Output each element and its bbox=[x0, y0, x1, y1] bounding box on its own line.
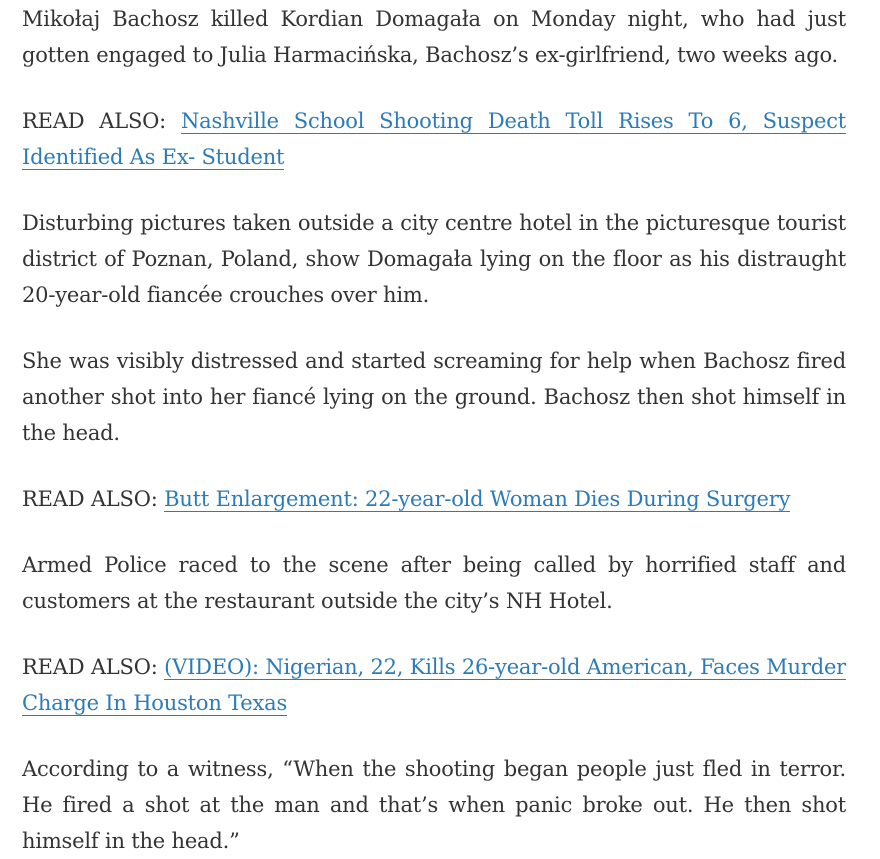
read-also-label: READ ALSO: bbox=[22, 487, 158, 511]
read-also-1 bbox=[22, 103, 846, 175]
paragraph-2: Disturbing pictures taken outside a city centre hotel in the picturesque tourist district of Poznan, Poland, show Domagała lying on the floor as his distraught 20-year-old fiancée crouches over him. bbox=[22, 211, 846, 307]
read-also-link-butt-enlargement[interactable]: Butt Enlargement: 22-year-old Woman Dies During Surgery bbox=[164, 487, 791, 511]
read-also-link-nashville[interactable]: Nashville School Shooting Death Toll Rises To 6, Suspect Identified As Ex- Student bbox=[22, 109, 846, 169]
article-body bbox=[0, 1, 880, 859]
read-also-2 bbox=[22, 481, 846, 517]
paragraph-4: Armed Police raced to the scene after being called by horrified staff and customers at the restaurant outside the city’s NH Hotel. bbox=[22, 553, 846, 613]
paragraph-5: According to a witness, “When the shooting began people just fled in terror. He fired a shot at the man and that’s when panic broke out. He then shot himself in the head.” bbox=[22, 757, 846, 853]
read-also-3 bbox=[22, 649, 846, 721]
read-also-label: READ ALSO: bbox=[22, 655, 158, 679]
read-also-label: READ ALSO: bbox=[22, 109, 167, 133]
paragraph-3: She was visibly distressed and started screaming for help when Bachosz fired another shot into her fiancé lying on the ground. Bachosz then shot himself in the head. bbox=[22, 349, 846, 445]
read-also-link-houston[interactable]: (VIDEO): Nigerian, 22, Kills 26-year-old American, Faces Murder Charge In Houston Texas bbox=[22, 655, 847, 715]
paragraph-1: Mikołaj Bachosz killed Kordian Domagała on Monday night, who had just gotten engaged to Julia Harmacińska, Bachosz’s ex-girlfriend, two weeks ago. bbox=[22, 7, 846, 67]
